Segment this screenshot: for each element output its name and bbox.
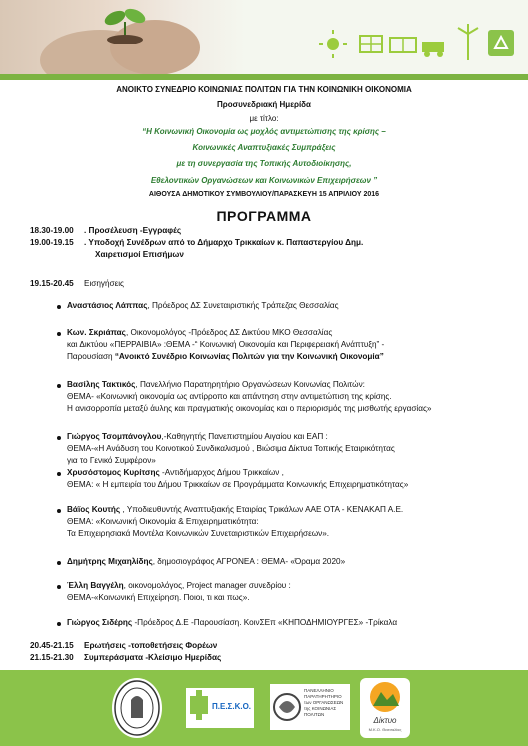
ngo-network-logo: Δίκτυο Μ.Κ.Ο. Θεσσαλίας (360, 678, 410, 738)
bullet (57, 472, 61, 476)
time-slot: 19.15-20.45 (30, 279, 74, 288)
bullet (57, 436, 61, 440)
speaker-entry: Έλλη Βαγγέλη, οικονομολόγος, Project manager συνεδρίου : (67, 581, 291, 590)
observatory-logo: ΠΑΝΕΛΛΗΝΙΟ ΠΑΡΑΤΗΡΗΤΗΡΙΟ των ΟΡΓΑΝΩΣΕΩΝ της ΚΟΙΝΩΝΙΑΣ ΠΟΛΙΤΩΝ (270, 684, 350, 730)
bullet (57, 384, 61, 388)
bullet (57, 332, 61, 336)
time-slot: 19.00-19.15 (30, 238, 74, 247)
title-intro: με τίτλο: (249, 114, 279, 123)
time-slot: 21.15-21.30 (30, 653, 74, 662)
schedule-item-cont: Χαιρετισμοί Επισήμων (95, 250, 184, 259)
speaker-entry: Αναστάσιος Λάππας, Πρόεδρος ΔΣ Συνεταιριστικής Τράπεζας Θεσσαλίας (67, 301, 339, 310)
municipality-seal-logo (112, 678, 162, 738)
speaker-detail: ΘΕΜΑ- «Κοινωνική οικονομία ως αντίρροπο και απάντηση στην αντιμετώπιση της κρίσης. (67, 392, 392, 401)
time-slot: 20.45-21.15 (30, 641, 74, 650)
speaker-detail: για το Γενικό Συμφέρον» (67, 456, 156, 465)
speaker-detail: και Δικτύου «ΠΕΡΡΑΙΒΙΑ» :ΘΕΜΑ -“ Κοινωνική Οικονομία και Περιφερειακή Ανάπτυξη” - (67, 340, 385, 349)
speaker-detail: ΘΕΜΑ: «Κοινωνική Οικονομία & Επιχειρηματικότητα: (67, 517, 259, 526)
bullet (57, 509, 61, 513)
event-title-line1: “Η Κοινωνική Οικονομία ως μοχλός αντιμετώπισης της κρίσης – (142, 127, 386, 136)
event-title-line4: Εθελοντικών Οργανώσεων και Κοινωνικών Επιχειρήσεων ” (150, 176, 378, 185)
schedule-item: Συμπεράσματα -Κλείσιμο Ημερίδας (84, 653, 222, 662)
schedule-item: Εισηγήσεις (84, 279, 125, 288)
time-slot: 18.30-19.00 (30, 226, 74, 235)
bullet (57, 561, 61, 565)
bullet (57, 305, 61, 309)
speaker-detail: Παρουσίαση “Ανοικτό Συνέδριο Κοινωνίας Πολιτών για την Κοινωνική Οικονομία” (67, 352, 384, 361)
header-banner (0, 0, 528, 74)
speaker-entry: Γιώργος Τσομπάνογλου,-Καθηγητής Πανεπιστημίου Αιγαίου και ΕΑΠ : (67, 432, 328, 441)
speaker-detail: Τα Επιχειρησιακά Μοντέλα Κοινωνικών Συνεταιριστικών Επιχειρήσεων». (67, 529, 330, 538)
program-heading: ΠΡΟΓΡΑΜΜΑ (216, 208, 312, 224)
speaker-detail: Η ανισορροπία μεταξύ άυλης και πραγματικής οικονομίας και ο περιορισμός της μισθωτής εργασίας» (67, 404, 432, 413)
hands-plant-image (0, 0, 245, 74)
schedule-item: Ερωτήσεις -τοποθετήσεις Φορέων (84, 641, 218, 650)
schedule-item: . Προσέλευση -Εγγραφές (84, 226, 182, 235)
header-divider (0, 74, 528, 80)
event-subtitle: Προσυνεδριακή Ημερίδα (217, 100, 311, 109)
speaker-entry: Βάϊος Κουτής , Υποδιευθυντής Αναπτυξιακής Εταιρίας Τρικάλων ΑΑΕ ΟΤΑ - ΚΕΝΑΚΑΠ Α.Ε. (67, 505, 404, 514)
speaker-entry: Δημήτρης Μιχαηλίδης, δημοσιογράφος ΑΓΡΟΝΕΑ : ΘΕΜΑ- «Όραμα 2020» (67, 557, 346, 566)
venue-date: ΑΙΘΟΥΣΑ ΔΗΜΟΤΙΚΟΥ ΣΥΜΒΟΥΛΙΟΥ/ΠΑΡΑΣΚΕΥΗ 15 ΑΠΡΙΛΙΟΥ 2016 (148, 191, 380, 198)
footer-logos (0, 670, 528, 746)
speaker-entry: Γιώργος Σιδέρης -Πρόεδρος Δ.Ε -Παρουσίαση. ΚοινΣΕπ «ΚΗΠΟΔΗΜΙΟΥΡΓΕΣ» -Τρίκαλα (67, 618, 398, 627)
bullet (57, 585, 61, 589)
pesko-logo: Π.Ε.Σ.Κ.Ο. (186, 688, 254, 728)
event-title-line3: με τη συνεργασία της Τοπικής Αυτοδιοίκησης, (176, 159, 352, 168)
eco-icons (318, 24, 518, 64)
speaker-detail: ΘΕΜΑ-«Η Ανάδυση του Κοινοτικού Συνδικαλισμού , Βιώσιμα Δίκτυα Τοπικής Εταιρικότητας (67, 444, 395, 453)
speaker-detail: ΘΕΜΑ: « Η εμπειρία του Δήμου Τρικκαίων σε Προγράμματα Κοινωνικής Επιχειρηματικότητας» (67, 480, 409, 489)
conference-title: ΑΝΟΙΚΤΟ ΣΥΝΕΔΡΙΟ ΚΟΙΝΩΝΙΑΣ ΠΟΛΙΤΩΝ ΓΙΑ ΤΗΝ ΚΟΙΝΩΝΙΚΗ ΟΙΚΟΝΟΜΙΑ (116, 85, 412, 94)
event-title-line2: Κοινωνικές Αναπτυξιακές Συμπράξεις (192, 143, 336, 152)
speaker-entry: Βασίλης Τακτικός, Πανελλήνιο Παρατηρητήριο Οργανώσεων Κοινωνίας Πολιτών: (67, 380, 365, 389)
schedule-item: . Υποδοχή Συνέδρων από το Δήμαρχο Τρικκαίων κ. Παπαστεργίου Δημ. (84, 238, 364, 247)
speaker-detail: ΘΕΜΑ-«Κοινωνική Επιχείρηση. Ποιοι, τι και πως». (67, 593, 250, 602)
speaker-entry: Χρυσόστομος Κυρίτσης -Αντιδήμαρχος Δήμου Τρικκαίων , (67, 468, 284, 477)
speaker-entry: Κων. Σκριάπας, Οικονομολόγος -Πρόεδρος ΔΣ Δικτύου ΜΚΟ Θεσσαλίας (67, 328, 333, 337)
bullet (57, 622, 61, 626)
